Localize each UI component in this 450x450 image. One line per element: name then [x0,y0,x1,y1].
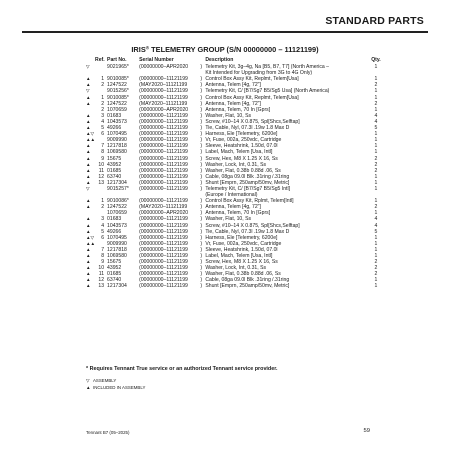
row-serial-close: ) [200,259,203,266]
row-quantity: 1 [374,253,378,259]
row-part-number: 9015257* [107,185,129,192]
row-symbol-icon: ▲ [86,179,91,185]
row-symbol-icon: ▲ [86,283,91,289]
row-ref: 4 [101,222,105,229]
row-serial-close: ) [200,283,203,290]
row-quantity: 1 [374,277,378,284]
page-number: 59 [363,428,370,434]
row-quantity: 1 [374,64,378,71]
row-serial-close: ) [200,64,203,71]
row-description: Telemetry Kit, C/ [B7/Sg7 B5/Sg5 Intl] [205,185,291,192]
row-symbol-icon: ▲ [86,112,91,118]
row-symbol-icon: ▲ [86,143,91,149]
row-symbol-icon: ▲ [86,173,91,179]
row-serial-close: ) [200,210,203,217]
row-serial-range: (MAY2020–11121199 [139,100,188,107]
row-part-number: 1217304 [107,283,127,290]
row-symbol-icon: ▲ [86,259,91,265]
row-part-number: 9010085* [107,76,129,83]
legend-assembly-label: ASSEMBLY [93,378,117,383]
row-symbol-icon: ▽ [86,88,90,94]
row-description: Washer, Lock, Int, 0.31, Ss [205,265,267,272]
row-ref: 11 [98,167,105,174]
row-quantity: 2 [374,100,378,107]
parts-table-body [86,64,382,289]
row-quantity: 1 [374,76,378,83]
row-symbol-icon: ▽ [86,64,90,70]
row-symbol-icon: ▲ [86,198,91,204]
row-description: Cable, 08ga 09.0l Blk .31ring /.31ring [205,277,290,284]
row-quantity: 1 [374,173,378,180]
row-serial-range: (00000000–11121199 [139,265,188,272]
row-part-number: 01683 [107,112,122,119]
row-symbol-icon: ▲ [86,246,91,252]
row-quantity: 1 [374,143,378,150]
row-serial-range: (00000000–11121199 [139,125,188,132]
row-quantity: 1 [374,94,378,101]
row-description: Tie, Cable, Nyl, 07.3l .19w 1.8 Max D [205,125,290,132]
row-ref: 5 [101,228,105,235]
row-symbol-icon: ▲ [86,94,91,100]
row-quantity: 1 [374,88,378,95]
row-quantity: 1 [374,185,378,192]
row-description: Harness, Ele [Telemetry, 6200e] [205,234,278,241]
row-part-number: 63740 [107,173,122,180]
row-part-number: 1043573 [107,118,127,125]
row-symbol-icon: ▲ [86,253,91,258]
row-ref: 9 [101,259,105,266]
row-serial-range: (00000000–APR2020 [139,64,189,71]
row-serial-close: ) [200,271,203,278]
row-serial-range: (00000000–11121199 [139,88,188,95]
row-serial-close: ) [200,253,203,259]
row-part-number: 01685 [107,167,122,174]
row-ref: 10 [98,161,105,168]
row-serial-close: ) [200,94,203,101]
row-part-number: 01683 [107,216,122,223]
row-description: Screw, #10–14 X 0.875, Spl[Shcs,Selftap] [205,222,300,229]
row-serial-close: ) [200,143,203,150]
row-description: Washer, Flat, 0.38b 0.88d .06, Ss [205,167,281,174]
row-description: Harness, Ele [Telemetry, 6200e] [205,131,278,138]
row-serial-range: (00000000–11121199 [139,228,188,235]
row-description: Control Box Assy Kit, Rplmt, Telem[Intl] [205,198,294,205]
row-serial-range: (00000000–11121199 [139,259,188,266]
row-description: Screw, Hex, M8 X 1.25 X 16, Ss [205,155,278,162]
row-ref: 10 [98,265,105,272]
row-serial-close: ) [200,198,203,205]
row-serial-range: (00000000–11121199 [139,271,188,278]
row-serial-close: ) [200,161,203,168]
row-symbol-icon: ▲▲ [86,137,96,143]
row-symbol-icon: ▲ [86,271,91,277]
row-symbol-icon: ▲ [86,149,91,155]
row-quantity: 2 [374,259,378,266]
row-serial-range: (MAY2020–11121199 [139,204,188,211]
row-symbol-icon: ▲ [86,216,91,222]
row-ref: 13 [98,179,105,186]
row-ref: 7 [101,246,105,253]
row-description: Washer, Flat, 0.38b 0.88d .06, Ss [205,271,281,278]
row-serial-close: ) [200,185,203,192]
row-description: Screw, Hex, M8 X 1.25 X 16, Ss [205,259,278,266]
row-ref: 3 [101,216,105,223]
service-footnote: * Requires Tennant True service or an authorized Tennant service provider. [86,366,278,372]
row-part-number: 9010085* [107,94,129,101]
row-symbol-icon: ▲ [86,222,91,228]
row-serial-close: ) [200,82,203,89]
row-description: Washer, Flat, 10, Ss [205,216,252,223]
page-header [0,12,450,34]
row-serial-range: (00000000–APR2020 [139,210,189,217]
row-description: Control Box Assy Kit, Replmt, Telem[Usa] [205,76,299,83]
row-description: Antenna, Telem, 70 In [Gprs] [205,106,271,113]
row-serial-range: (00000000–11121199 [139,112,188,119]
row-description: Cable, 08ga 09.0l Blk .31ring /.31ring [205,173,290,180]
row-part-number: 9010086* [107,198,129,205]
row-part-number: 15675 [107,259,122,266]
row-description: Antenna, Telem [4g, 72"] [205,82,261,89]
row-part-number: 1247522 [107,82,127,89]
legend-included-label: INCLUDED IN ASSEMBLY [93,385,146,390]
row-serial-range: (00000000–11121199 [139,253,188,259]
group-name: IRIS [131,45,146,54]
row-description: Telemetry Kit, 3g–4g, Na [B5, B7, T7] (North America – [205,64,329,71]
table-row [86,283,382,289]
row-quantity: 4 [374,112,378,119]
row-description: (Europe / International) [205,192,258,199]
row-serial-range: (MAY2020–11121199 [139,82,188,89]
row-description: Vr, Fuse, 002a, 250vdc, Cartridge [205,137,282,144]
row-serial-range: (00000000–APR2020 [139,106,189,113]
row-description: Screw, #10–14 X 0.875, Spl[Shcs,Selftap] [205,118,300,125]
row-symbol-icon: ▲ [86,100,91,106]
row-part-number: 43952 [107,265,122,272]
row-serial-close: ) [200,234,203,241]
row-ref: 1 [101,198,105,205]
row-serial-close: ) [200,179,203,186]
row-serial-close: ) [200,149,203,156]
row-description: Washer, Lock, Int, 0.31, Ss [205,161,267,168]
row-part-number: 01685 [107,271,122,278]
row-serial-range: (00000000–11121199 [139,179,188,186]
row-serial-range: (00000000–11121199 [139,277,188,284]
row-description: Telemetry Kit, C/ [B7/Sg7 B5/Sg5 Usa] (North America) [205,88,330,95]
row-ref: 1 [101,94,105,101]
row-part-number: 1247522 [107,204,127,211]
row-description: Label, Mach, Telem [Usa, Intl] [205,149,273,156]
row-serial-close: ) [200,246,203,253]
row-symbol-icon: ▲▲ [86,240,96,246]
row-serial-close: ) [200,100,203,107]
row-quantity: 1 [374,240,378,247]
symbol-column-header [86,57,95,64]
row-symbol-icon: ▲ [86,277,91,283]
row-serial-range: (00000000–11121199 [139,234,188,241]
row-description: Sleeve, Heatshrink, 1.50d, 07.0l [205,143,278,150]
row-serial-range: (00000000–11121199 [139,118,188,125]
row-serial-close: ) [200,112,203,119]
row-quantity: 1 [374,149,378,156]
row-ref: 2 [101,106,105,113]
row-quantity: 2 [374,161,378,168]
row-serial-close: ) [200,125,203,132]
row-serial-close: ) [200,240,203,247]
row-ref: 12 [98,277,105,284]
row-serial-close: ) [200,118,203,125]
row-quantity: 1 [374,131,378,138]
row-symbol-icon: ▲ [86,265,91,271]
row-description: Antenna, Telem, 70 In [Gprs] [205,210,271,217]
row-serial-range: (00000000–11121199 [139,185,188,192]
serial-column-header: Serial Number [139,57,174,63]
row-symbol-icon: ▲ [86,167,91,173]
row-description: Control Box Assy Kit, Replmt, Telem[Usa] [205,94,299,101]
row-serial-range: (00000000–11121199 [139,222,188,229]
row-serial-close: ) [200,222,203,229]
row-description: Vr, Fuse, 002a, 250vdc, Cartridge [205,240,282,247]
row-serial-range: (00000000–11121199 [139,149,188,156]
row-serial-range: (00000000–11121199 [139,143,188,150]
row-symbol-icon: ▲ [86,118,91,124]
row-part-number: 1070495 [107,234,127,241]
row-quantity: 2 [374,271,378,278]
row-quantity: 4 [374,216,378,223]
row-symbol-icon: ▲ [86,82,91,88]
row-ref: 7 [101,143,105,150]
ref-column-header: Ref. [95,57,105,63]
row-description: Kit Intended for Upgrading from 3G to 4G Only) [205,70,313,77]
parts-table [86,57,382,290]
row-description: Antenna, Telem [4g, 72"] [205,204,261,211]
row-serial-range: (00000000–11121199 [139,161,188,168]
row-ref: 6 [101,234,105,241]
row-description: Shunt [Emprn, 250amp/50mv, Metric] [205,283,290,290]
row-description: Washer, Flat, 10, Ss [205,112,252,119]
row-part-number: 49266 [107,125,122,132]
row-symbol-icon: ▲ [86,161,91,167]
row-description: Antenna, Telem [4g, 72"] [205,100,261,107]
row-serial-close: ) [200,277,203,284]
row-serial-close: ) [200,167,203,174]
row-quantity: 1 [374,246,378,253]
row-symbol-icon: ▲▽ [86,234,95,240]
row-quantity: 5 [374,228,378,235]
row-quantity: 1 [374,283,378,290]
row-serial-range: (00000000–11121199 [139,167,188,174]
row-symbol-icon: ▲ [86,155,91,161]
row-serial-range: (00000000–11121199 [139,155,188,162]
row-part-number: 1069580 [107,149,127,156]
row-ref: 8 [101,253,105,259]
row-serial-range: (00000000–11121199 [139,216,188,223]
row-ref: 11 [98,271,105,278]
row-serial-range: (00000000–11121199 [139,246,188,253]
row-part-number: 1069580 [107,253,127,259]
row-symbol-icon: ▲ [86,204,91,210]
assembly-symbol-icon: ▽ [86,378,90,383]
row-symbol-icon: ▲ [86,76,91,82]
row-symbol-icon: ▲▽ [86,131,95,137]
row-quantity: 4 [374,118,378,125]
row-serial-range: (00000000–11121199 [139,137,188,144]
row-ref: 4 [101,118,105,125]
row-quantity: 5 [374,125,378,132]
row-ref: 2 [101,100,105,107]
row-ref: 2 [101,204,105,211]
row-description: Sleeve, Heatshrink, 1.50d, 07.0l [205,246,278,253]
row-ref: 8 [101,149,105,156]
row-quantity: 1 [374,179,378,186]
row-part-number: 9021965* [107,64,129,71]
registered-mark: ® [145,45,150,51]
description-column-header: Description [205,57,234,63]
row-ref: 3 [101,112,105,119]
row-ref: 9 [101,155,105,162]
row-part-number: 1217818 [107,246,127,253]
row-serial-close: ) [200,265,203,272]
row-quantity: 1 [374,198,378,205]
row-part-number: 9015256* [107,88,129,95]
row-serial-range: (00000000–11121199 [139,131,188,138]
row-description: Shunt [Emprn, 250amp/50mv, Metric] [205,179,290,186]
row-symbol-icon: ▲ [86,228,91,234]
row-quantity: 1 [374,210,378,217]
row-ref: 13 [98,283,105,290]
row-part-number: 43952 [107,161,122,168]
included-symbol-icon: ▲ [86,385,91,390]
row-quantity: 4 [374,222,378,229]
row-quantity: 1 [374,137,378,144]
row-symbol-icon: ▽ [86,185,90,191]
row-serial-range: (00000000–11121199 [139,240,188,247]
row-ref: 2 [101,82,105,89]
row-serial-range: (00000000–11121199 [139,173,188,180]
legend-assembly [86,378,116,384]
group-title [0,45,450,54]
row-serial-close: ) [200,173,203,180]
row-serial-range: (00000000–11121199 [139,94,188,101]
row-quantity: 2 [374,167,378,174]
footer-manual-id: Tennant B7 (05–2025) [86,430,130,435]
row-part-number: 63740 [107,277,122,284]
row-serial-close: ) [200,88,203,95]
row-part-number: 1070659 [107,210,127,217]
row-quantity: 2 [374,265,378,272]
section-title: STANDARD PARTS [325,15,424,27]
table-header-row [86,57,382,64]
row-part-number: 1217304 [107,179,127,186]
row-part-number: 9009990 [107,137,127,144]
row-serial-range: (00000000–11121199 [139,283,188,290]
row-ref: 5 [101,125,105,132]
row-serial-close: ) [200,216,203,223]
row-quantity: 2 [374,82,378,89]
row-serial-close: ) [200,228,203,235]
row-symbol-icon: ▲ [86,125,91,131]
row-quantity: 1 [374,234,378,241]
row-part-number: 1247522 [107,100,127,107]
row-ref: 6 [101,131,105,138]
header-rule [22,31,428,33]
row-serial-close: ) [200,204,203,211]
row-part-number: 1217818 [107,143,127,150]
row-description: Tie, Cable, Nyl, 07.3l .19w 1.8 Max D [205,228,290,235]
part-column-header: Part No. [107,57,127,63]
row-part-number: 1043573 [107,222,127,229]
legend-included [86,385,145,391]
row-serial-close: ) [200,137,203,144]
row-quantity: 2 [374,204,378,211]
row-ref: 1 [101,76,105,83]
row-serial-close: ) [200,131,203,138]
row-quantity: 2 [374,155,378,162]
row-part-number: 15675 [107,155,122,162]
row-quantity: 1 [374,106,378,113]
row-part-number: 49266 [107,228,122,235]
row-serial-close: ) [200,155,203,162]
group-subtitle: TELEMETRY GROUP (S/N 00000000 – 11121199) [149,45,319,54]
row-description: Label, Mach, Telem [Usa, Intl] [205,253,273,259]
row-part-number: 1070495 [107,131,127,138]
row-serial-close: ) [200,76,203,83]
qty-column-header: Qty. [371,57,381,63]
row-part-number: 1070659 [107,106,127,113]
row-serial-close: ) [200,106,203,113]
row-serial-range: (00000000–11121199 [139,198,188,205]
row-part-number: 9009990 [107,240,127,247]
row-ref: 12 [98,173,105,180]
row-serial-range: (00000000–11121199 [139,76,188,83]
